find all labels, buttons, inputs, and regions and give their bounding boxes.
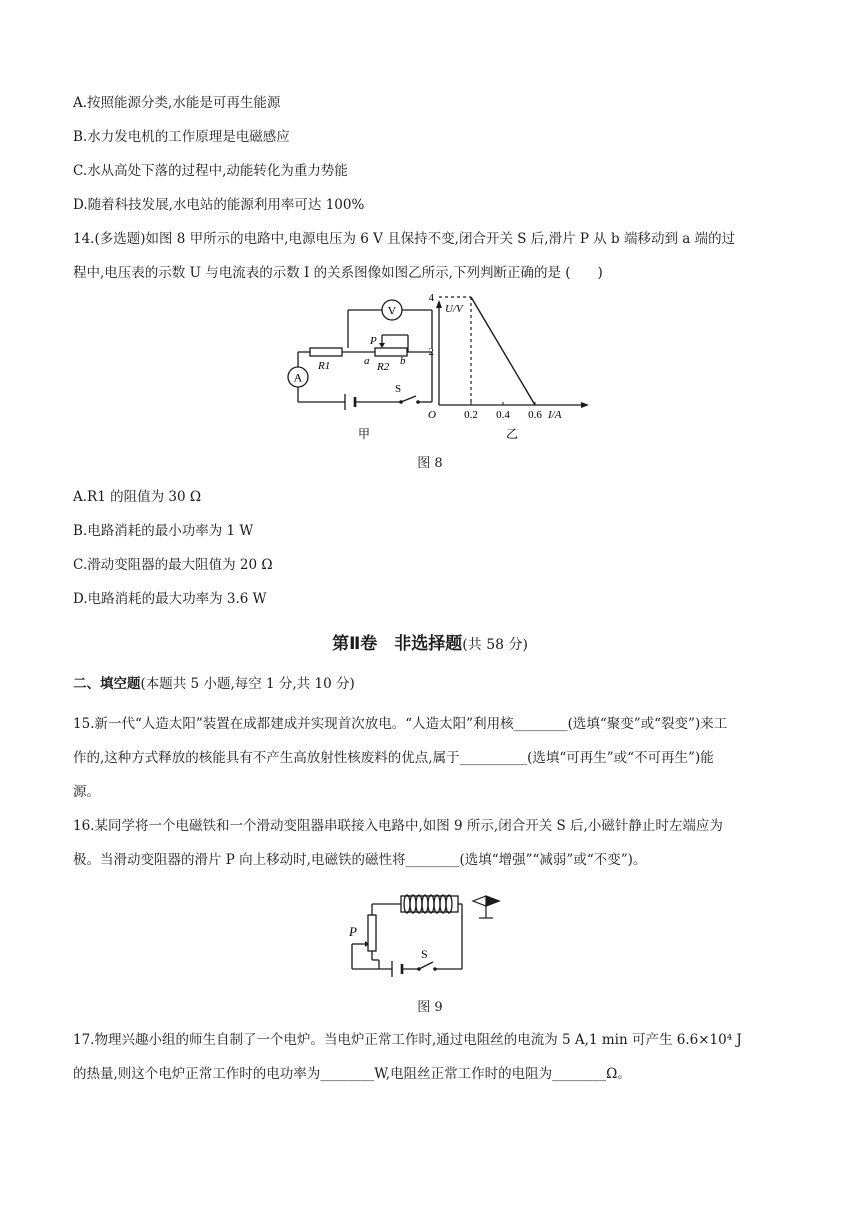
x-tick-label: 0.2 <box>464 409 478 421</box>
y-axis-arrow-icon <box>436 300 442 308</box>
battery-icon <box>392 961 402 977</box>
fig9-switch-label: S <box>421 947 428 961</box>
figure-9-caption: 图 9 <box>417 1000 443 1015</box>
q17-line2: 的热量,则这个电炉正常工作时的电功率为________W,电阻丝正常工作时的电阻为________Ω。 <box>73 1066 631 1082</box>
x-tick-label: 0.4 <box>496 409 510 421</box>
q14-option-b: B.电路消耗的最小功率为 1 W <box>73 523 254 539</box>
q14-option-c: C.滑动变阻器的最大阻值为 20 Ω <box>73 557 273 573</box>
rheostat <box>368 915 376 951</box>
section-title <box>0 629 860 654</box>
switch-icon <box>417 967 437 971</box>
slider-arrow-icon <box>379 343 385 348</box>
section-title-main: 第Ⅱ卷 非选择题 <box>332 634 463 654</box>
section-title-sub: (共 58 分) <box>462 637 528 653</box>
r2-label: R2 <box>377 361 390 373</box>
y-tick-label: 2 <box>428 346 434 358</box>
part2-heading-label: 二、填空题 <box>73 676 141 692</box>
r1-label: R1 <box>318 360 331 372</box>
x-axis-label: I/A <box>548 409 562 421</box>
origin-label: O <box>428 409 436 421</box>
battery-icon <box>345 394 355 410</box>
q13-option-d: D.随着科技发展,水电站的能源利用率可达 100% <box>73 197 365 213</box>
x-tick-label: 0.6 <box>528 409 542 421</box>
q15-line3: 源。 <box>73 784 100 800</box>
q14-option-d: D.电路消耗的最大功率为 3.6 W <box>73 591 267 607</box>
figure-9 <box>345 882 515 977</box>
fig9-slider-label: P <box>349 924 357 939</box>
switch-label: S <box>395 383 402 395</box>
q15-line1: 15.新一代“人造太阳”装置在成都建成并实现首次放电。“人造太阳”利用核________(选填“聚变”或“裂变”)来工 <box>73 716 728 732</box>
q14-stem-line2: 程中,电压表的示数 U 与电流表的示数 I 的关系图像如图乙所示,下列判断正确的是 ( ) <box>73 265 603 281</box>
compass-needle-icon <box>473 896 499 918</box>
ammeter-label: A <box>293 370 303 385</box>
part2-heading-note: (本题共 5 小题,每空 1 分,共 10 分) <box>140 676 355 692</box>
voltmeter-label: V <box>387 303 397 318</box>
part2-heading <box>73 674 355 694</box>
y-tick-label: 4 <box>428 292 434 304</box>
q14-option-a: A.R1 的阻值为 30 Ω <box>73 489 202 505</box>
switch-icon <box>399 400 420 404</box>
q13-option-b: B.水力发电机的工作原理是电磁感应 <box>73 129 290 145</box>
figure-8 <box>280 292 590 442</box>
circuit-caption: 甲 <box>357 427 371 441</box>
graph-axes <box>439 304 585 405</box>
q16-line2: 极。当滑动变阻器的滑片 P 向上移动时,电磁铁的磁性将________(选填“增强”“减弱”或“不变”)。 <box>73 852 647 868</box>
y-axis-label: U/V <box>445 303 463 315</box>
q16-line1: 16.某同学将一个电磁铁和一个滑动变阻器串联接入电路中,如图 9 所示,闭合开关 S 后,小磁针静止时左端应为 <box>73 818 723 834</box>
x-axis-arrow-icon <box>581 402 589 408</box>
q17-line1: 17.物理兴趣小组的师生自制了一个电炉。当电炉正常工作时,通过电阻丝的电流为 5 A,1 min 可产生 6.6×10⁴ J <box>73 1032 742 1048</box>
figure-8-caption: 图 8 <box>417 456 443 471</box>
q15-line2: 作的,这种方式释放的核能具有不产生高放射性核废料的优点,属于__________(选填“可再生”或“不可再生”)能 <box>73 750 714 766</box>
resistor-r1 <box>310 348 342 356</box>
q13-option-a: A.按照能源分类,水能是可再生能源 <box>73 95 281 111</box>
graph-caption: 乙 <box>505 427 519 441</box>
series-line <box>471 297 535 405</box>
end-b-label: b <box>400 355 406 367</box>
end-a-label: a <box>364 355 370 367</box>
q13-option-c: C.水从高处下落的过程中,动能转化为重力势能 <box>73 163 348 179</box>
slider-label: P <box>370 335 377 347</box>
q14-stem-line1: 14.(多选题)如图 8 甲所示的电路中,电源电压为 6 V 且保持不变,闭合开关 S 后,滑片 P 从 b 端移动到 a 端的过 <box>73 231 736 247</box>
